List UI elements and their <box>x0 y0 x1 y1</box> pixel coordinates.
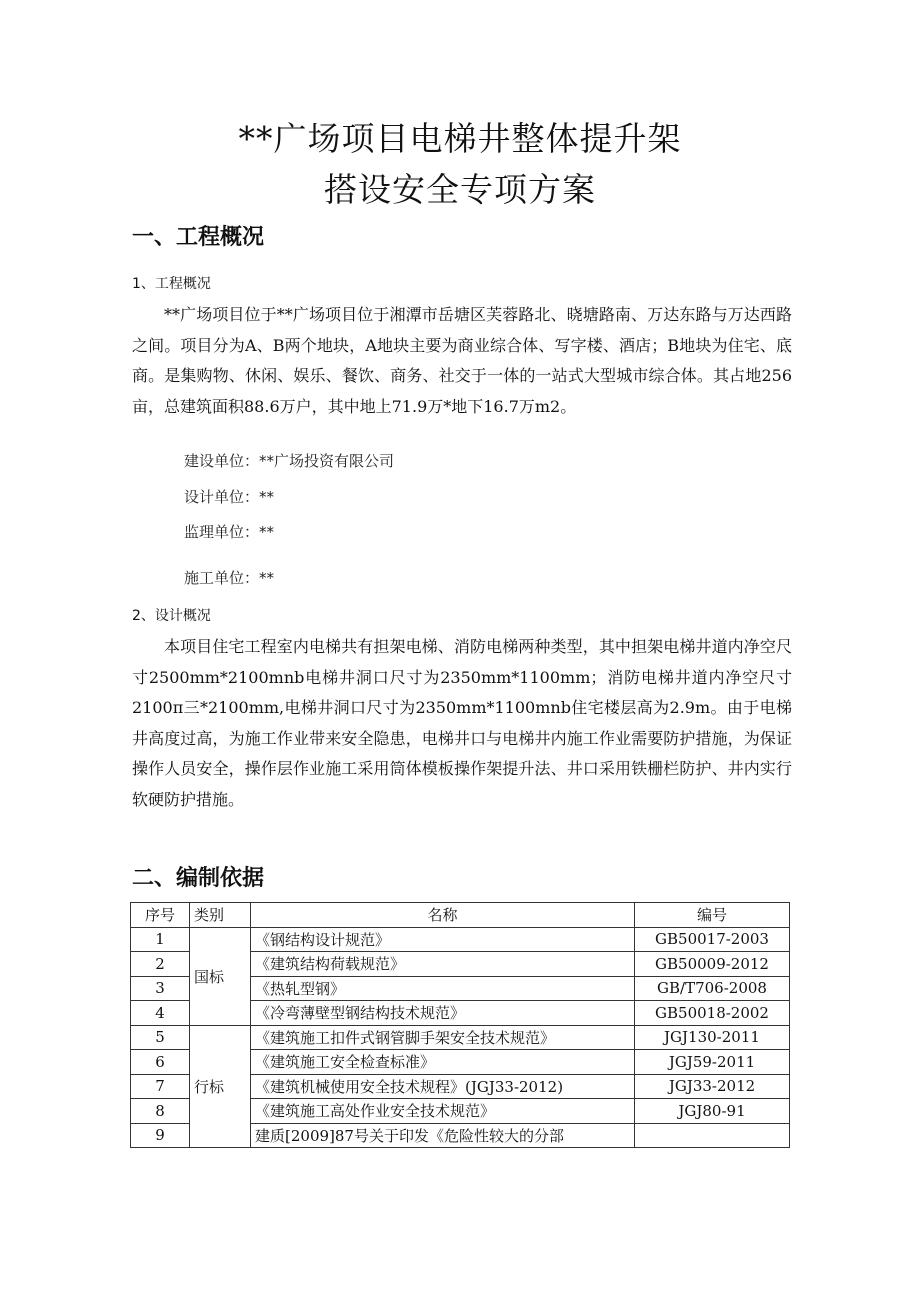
owner-unit: 建设单位：**广场投资有限公司 <box>184 452 395 470</box>
subsection-2-heading: 2、设计概况 <box>132 608 211 624</box>
construction-unit: 施工单位：** <box>184 569 275 587</box>
row-code: GB50009-2012 <box>635 952 790 977</box>
row-name: 《建筑施工安全检查标准》 <box>251 1050 635 1075</box>
row-code: GB/T706-2008 <box>635 976 790 1001</box>
row-name: 《钢结构设计规范》 <box>251 927 635 952</box>
row-no: 3 <box>131 976 190 1001</box>
row-code: GB50018-2002 <box>635 1001 790 1026</box>
table-row <box>131 927 790 952</box>
row-code: GB50017-2003 <box>635 927 790 952</box>
row-code: JGJ80-91 <box>635 1099 790 1124</box>
row-no: 8 <box>131 1099 190 1124</box>
section-2-heading: 二、编制依据 <box>132 866 265 891</box>
design-unit: 设计单位：** <box>184 488 275 506</box>
supervision-unit: 监理单位：** <box>184 523 275 541</box>
section-1-heading: 一、工程概况 <box>132 225 265 250</box>
design-overview-text: 本项目住宅工程室内电梯共有担架电梯、消防电梯两种类型，其中担架电梯井道内净空尺寸2500mm*2100mnb电梯井洞口尺寸为2350mm*1100mm；消防电梯井道内净空尺寸2100π三*2100mm,电梯井洞口尺寸为2350mm*1100mnb住宅楼层高为2.9m。由于电梯井高度过高，为施工作业带来安全隐患，电梯井口与电梯井内施工作业需要防护措施，为保证操作人员安全，操作层作业施工采用筒体模板操作架提升法、井口采用铁栅栏防护、井内实行软硬防护措施。 <box>132 637 792 809</box>
table-row <box>131 1025 790 1050</box>
row-no: 1 <box>131 927 190 952</box>
document-title-line-1: **广场项目电梯井整体提升架 <box>238 119 682 158</box>
row-code: JGJ33-2012 <box>635 1074 790 1099</box>
row-no: 7 <box>131 1074 190 1099</box>
row-name: 《热轧型钢》 <box>251 976 635 1001</box>
header-name: 名称 <box>251 903 635 928</box>
row-name: 《建筑结构荷载规范》 <box>251 952 635 977</box>
basis-table <box>130 902 790 1148</box>
row-no: 5 <box>131 1025 190 1050</box>
row-name: 《建筑机械使用安全技术规程》(JGJ33-2012) <box>251 1074 635 1099</box>
subsection-1-heading: 1、工程概况 <box>132 276 211 292</box>
row-no: 6 <box>131 1050 190 1075</box>
row-code <box>635 1123 790 1148</box>
row-name: 《建筑施工高处作业安全技术规范》 <box>251 1099 635 1124</box>
project-overview-paragraph <box>132 300 792 422</box>
row-name: 《冷弯薄壁型钢结构技术规范》 <box>251 1001 635 1026</box>
row-no: 9 <box>131 1123 190 1148</box>
project-overview-text: **广场项目位于**广场项目位于湘潭市岳塘区芙蓉路北、晓塘路南、万达东路与万达西路之间。项目分为A、B两个地块，A地块主要为商业综合体、写字楼、酒店；B地块为住宅、底商。是集购物、休闲、娱乐、餐饮、商务、社交于一体的一站式大型城市综合体。其占地256亩，总建筑面积88.6万户，其中地上71.9万*地下16.7万m2。 <box>132 305 792 416</box>
row-code: JGJ130-2011 <box>635 1025 790 1050</box>
document-title-line-2: 搭设安全专项方案 <box>324 170 596 209</box>
category-national: 国标 <box>190 927 251 1025</box>
row-no: 2 <box>131 952 190 977</box>
header-code: 编号 <box>635 903 790 928</box>
row-name: 《建筑施工扣件式钢管脚手架安全技术规范》 <box>251 1025 635 1050</box>
row-name: 建质[2009]87号关于印发《危险性较大的分部 <box>251 1123 635 1148</box>
header-category: 类别 <box>190 903 251 928</box>
category-industry: 行标 <box>190 1025 251 1148</box>
design-overview-paragraph <box>132 632 792 815</box>
row-code: JGJ59-2011 <box>635 1050 790 1075</box>
table-header-row <box>131 903 790 928</box>
header-no: 序号 <box>131 903 190 928</box>
row-no: 4 <box>131 1001 190 1026</box>
